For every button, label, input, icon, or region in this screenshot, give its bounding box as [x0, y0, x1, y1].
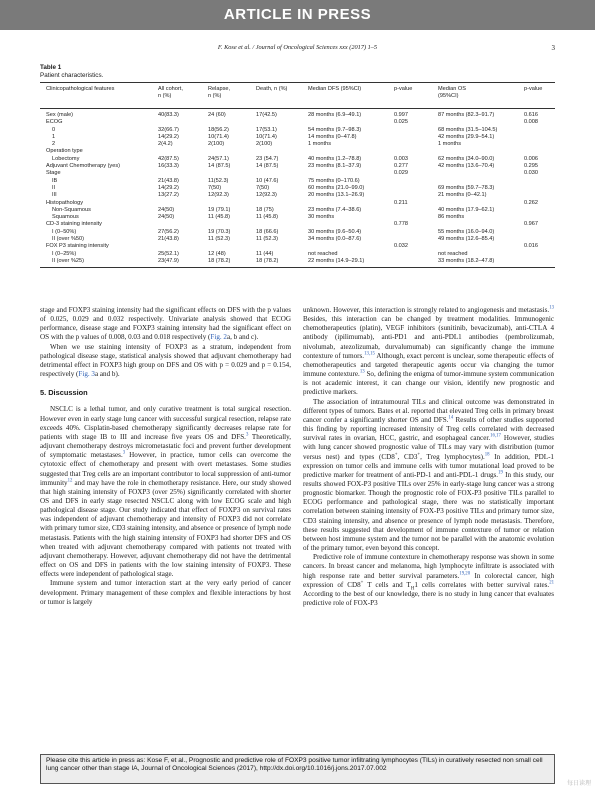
figure-link[interactable]: Fig. 3 [78, 370, 95, 379]
table-cell: 23 months (7.4–38.6) [308, 206, 362, 213]
table-cell: 0.616 [524, 112, 538, 118]
reference-link[interactable]: 3 [122, 450, 126, 456]
table-cell: 22 months (14.9–29.1) [308, 257, 365, 264]
table-row [40, 258, 555, 265]
table-cell: II [52, 184, 56, 191]
table-row [40, 243, 555, 250]
table-cell: 14(29.2) [158, 184, 179, 191]
table-cell: 1 months [308, 141, 332, 148]
header-cell: Death, n (%) [256, 86, 288, 92]
table-cell: 0.030 [524, 170, 538, 177]
table-cell: 0 [52, 126, 56, 133]
table-cell: 13(27.2) [158, 192, 179, 199]
table-row [40, 148, 555, 155]
table-caption: Patient characteristics. [40, 72, 104, 79]
right-text-column [303, 306, 554, 608]
table-bottom-rule [40, 267, 555, 268]
table-cell: 11(52.3) [208, 177, 229, 184]
table-cell: 62 months (34.0–90.0) [438, 155, 495, 162]
table-cell: 25(52.1) [158, 250, 179, 257]
table-cell: 0.003 [394, 155, 408, 162]
table-row [40, 178, 555, 185]
table-cell: 0.997 [394, 112, 408, 118]
table-cell: 11 (45.8) [208, 214, 230, 221]
table-cell: 0.029 [394, 170, 408, 177]
table-cell: 40 months (17.9–62.1) [438, 206, 495, 213]
table-cell: 87 months (82.3–91.7) [438, 112, 495, 118]
table-row [40, 156, 555, 163]
table-cell: not reached [438, 250, 468, 257]
table-cell: II (over %50) [52, 236, 85, 243]
table-row [40, 119, 555, 126]
table-cell: 11 (45.8) [256, 214, 278, 221]
paragraph: Immune system and tumor interaction start at the very early period of cancer development. Primary management of these complex and flexible interactions by host or tumor is largely [40, 579, 291, 606]
table-cell: 21 months (0–42.1) [438, 192, 487, 199]
reference-link[interactable]: 16,17 [490, 433, 501, 439]
table-row [40, 163, 555, 170]
table-cell: 0.025 [394, 119, 408, 126]
citation-text: Please cite this article in press as: Kose F, et al., Prognostic and predictive role of FOXP3 positive tumor infiltrating lymphocytes (TILs) in curatively resected non small cell lung cancer other than stage IA, Journal of Oncological Sciences (2017), http://dx.doi.org/10.1016/j.jons.2017.07.002 [46, 757, 543, 773]
table-row [40, 170, 555, 177]
reference-link[interactable]: 13 [549, 305, 554, 311]
table-cell: 60 months (21.0–99.0) [308, 184, 365, 191]
table-cell: 10(71.4) [256, 133, 277, 140]
table-cell: 12(92.3) [256, 192, 277, 199]
citation-notice-box [40, 754, 555, 784]
table-cell: 28 months (6.9–49.1) [308, 112, 362, 118]
paragraph: unknown. However, this interaction is strongly related to angiogenesis and metastasis.$^{13}$ Besides, this interaction can be changed by treatment modalities. Immunogenic chemotherapeutics (platin), VEGF inhibitors (sunitinib, bevacizumab), anti-CTLA 4 antibody (ipilimumab), anti-PD1 and anti-PDL1 antibodies (pembrolizumab, nivolumab, atezolizumab, durvalumumab) can significantly change the immune contexture of tumors.$^{13,15}$ Although, exact percent is unclear, some therapeutic effects of chemotherapeutics and targeted therapeutic agents occur via changing the tumor immune contexture.$^{13}$ So, defining the enigma of tumor-immune system communication is not academic interest, it can change our vision, identify new prognostic and predictive markers. [303, 305, 555, 397]
table-cell: 12(92.3) [208, 192, 229, 199]
table-cell: 0.032 [394, 243, 408, 250]
table-cell: 23(47.9) [158, 257, 179, 264]
table-cell: 24(57.1) [208, 155, 229, 162]
table-cell: 40 months (1.2–78.8) [308, 155, 362, 162]
header-cell: All cohort, n (%) [158, 86, 183, 100]
table-cell: 19 (79.1) [208, 206, 231, 213]
table-cell: CD-3 staining intensity [46, 221, 102, 228]
table-row [40, 200, 555, 207]
table-cell: 21(43.8) [158, 236, 179, 243]
table-cell: Lobectomy [52, 155, 80, 162]
page-number: 3 [551, 44, 555, 52]
table-row [40, 251, 555, 258]
reference-link[interactable]: 14 [448, 415, 454, 421]
table-cell: 33 months (18.2–47.8) [438, 257, 495, 264]
table-cell: 0.211 [394, 199, 408, 206]
reference-link[interactable]: 3 [245, 432, 249, 438]
table-cell: 27(56.2) [158, 228, 179, 235]
journal-citation: F. Kose et al. / Journal of Oncological Sciences xxx (2017) 1–5 [217, 44, 378, 51]
reference-link[interactable]: 19,20 [459, 571, 471, 577]
table-body [40, 112, 555, 265]
figure-link[interactable]: Fig. 2 [210, 333, 227, 342]
table-cell: II (over %25) [52, 257, 85, 264]
table-cell: 69 months (59.7–78.3) [438, 184, 495, 191]
table-cell: 34 months (0.0–87.6) [308, 236, 362, 243]
table-cell: 7(50) [256, 184, 270, 191]
table-cell: 10 (47.6) [256, 177, 279, 184]
table-cell: 20 months (13.1–26.9) [308, 192, 365, 199]
table-cell: 2(100) [256, 141, 273, 148]
table-cell: 42 months (13.6–70.4) [438, 163, 495, 170]
table-cell: 0.008 [524, 119, 538, 126]
table-cell: 30 months [308, 214, 335, 221]
reference-link[interactable]: 19 [498, 470, 503, 476]
table-row [40, 229, 555, 236]
table-cell: 86 months [438, 214, 465, 221]
table-cell: 40(83.3) [158, 112, 179, 118]
header-cell: p-value [394, 86, 413, 92]
table-cell: 55 months (16.0–94.0) [438, 228, 495, 235]
table-cell: 14 months (0–47.8) [308, 133, 357, 140]
table-cell: 32(66.7) [158, 126, 179, 133]
table-cell: 0.967 [524, 221, 538, 228]
table-cell: 42(87.5) [158, 155, 179, 162]
table-row [40, 207, 555, 214]
reference-link[interactable]: 18 [484, 452, 490, 458]
table-row [40, 127, 555, 134]
table-cell: 17(42.5) [256, 112, 277, 118]
reference-link[interactable]: 13,15 [364, 351, 375, 357]
table-cell: 14(29.2) [158, 133, 179, 140]
table-cell: 14 (87.5) [256, 163, 279, 170]
table-cell: 42 months (29.9–54.1) [438, 133, 495, 140]
header-cell: Median OS (95%CI) [438, 86, 466, 100]
table-cell: 23 months (8.1–37.9) [308, 163, 362, 170]
table-cell: 54 months (9.7–98.3) [308, 126, 362, 133]
table-header-rule [40, 108, 555, 109]
table-cell: 2(4.2) [158, 141, 173, 148]
table-cell: 49 months (12.6–85.4) [438, 236, 495, 243]
table-cell: 0.295 [524, 163, 538, 170]
table-cell: 0.277 [394, 163, 408, 170]
table-cell: 24(50) [158, 206, 175, 213]
table-cell: 14 (87.5) [208, 163, 231, 170]
section-heading: 5. Discussion [40, 388, 88, 398]
table-cell: 18 (75) [256, 206, 274, 213]
table-cell: 0.016 [524, 243, 538, 250]
reference-link[interactable]: 12 [67, 478, 73, 484]
table-cell: 10(71.4) [208, 133, 229, 140]
table-cell: 7(50) [208, 184, 222, 191]
table-cell: 18 (78.2) [208, 257, 231, 264]
table-cell: Squamous [52, 214, 79, 221]
table-cell: 12 (48) [208, 250, 226, 257]
table-row [40, 134, 555, 141]
table-cell: 68 months (31.5–104.5) [438, 126, 498, 133]
table-cell: 0.778 [394, 221, 408, 228]
table-row [40, 192, 555, 199]
table-cell: IB [52, 177, 58, 184]
table-cell: I (0–50%) [52, 228, 77, 235]
table-cell: 0.006 [524, 155, 538, 162]
table-cell: 30 months (9.6–50.4) [308, 228, 362, 235]
article-in-press-banner: ARTICLE IN PRESS [0, 0, 595, 30]
running-head [40, 44, 555, 56]
reference-link[interactable]: 21 [549, 580, 554, 586]
watermark-text: 每日读理 [566, 780, 591, 787]
table-row [40, 214, 555, 221]
table-cell: 75 months (0–170.6) [308, 177, 360, 184]
table-cell: 0.262 [524, 199, 538, 206]
header-cell: Clinicopathological features [46, 86, 115, 92]
table-cell: III [52, 192, 57, 199]
table-cell: 19 (70.3) [208, 228, 231, 235]
table-row [40, 221, 555, 228]
table-cell: not reached [308, 250, 338, 257]
table-cell: Histopathology [46, 199, 84, 206]
table-cell: Non-Squamous [52, 206, 91, 213]
table-cell: 17(53.1) [256, 126, 277, 133]
table-row [40, 236, 555, 243]
table-row [40, 112, 555, 119]
table-label: Table 1 [40, 64, 62, 71]
left-text-column [40, 306, 291, 607]
table-cell: Stage [46, 170, 61, 177]
table-cell: 21(43.8) [158, 177, 179, 184]
reference-link[interactable]: 13 [359, 369, 365, 375]
paragraph: The association of intratumoural TILs and clinical outcome was demonstrated in different types of tumors. Bates et al. reported that elevated Treg cells in primary breast cancer confer a significantly shorter OS and DFS.$^{14}$ Results of other studies supported this finding by reporting increased intensity of Treg cells correlated with decreased survival rates in ovarian, HCC, gastric, and esophageal cancer.$^{16,17}$ However, studies with lung cancer showed prognostic value of TILs may vary with distribution (tumor versus nest) and types (CD8+, CD3+, Treg lymphocytes).$^{18}$ In addition, PDL-1 expression on tumor cells and immune cells with tumor mutational load proved to be predictive marker for treatment of anti-PD-1 and anti-PDL-1 drugs.$^{19}$ In this study, our results showed FOX-P3 positive TILs over 25% in early-stage lung cancer was a strong prognostic biomarker. Though the prognostic role of FOX-P3 positive TILs parallel to ECOG performance and pathological stage, there was no statistically important correlation between staining intensity of FOX-P3 positive TILs and primary tumor size, CD3 staining intensity, and absence or presence of lymph node metastasis. Therefore, these results suggested that development of immune contexture of tumor or relation between host immune system and the tumor not be parallel with the anatomic evolution of the primary tumor, even beyond this concept. [303, 397, 554, 553]
table-cell: 24(50) [158, 214, 175, 221]
table-cell: Operation type [46, 148, 83, 155]
table-cell: I (0–25%) [52, 250, 77, 257]
table-cell: 2(100) [208, 141, 225, 148]
table-top-rule [40, 82, 555, 83]
table-cell: 18 (66.6) [256, 228, 279, 235]
header-cell: Median DFS (95%CI) [308, 86, 362, 92]
table-cell: 24 (60) [208, 112, 226, 118]
table-row [40, 185, 555, 192]
table-cell: 18(56.2) [208, 126, 229, 133]
paragraph: When we use staining intensity of FOXP3 as a stratum, independent from pathological disease stage, statistical analysis showed that adjuvant chemotherapy had detrimental effect in FOXP3 high group on DFS and OS with p = 0.029 and p = 0.154, respectively (Fig. 3a and b). [40, 342, 291, 379]
table-cell: 2 [52, 141, 56, 148]
header-cell: Relapse, n (%) [208, 86, 231, 100]
table-cell: FOX P3 staining intensity [46, 243, 109, 250]
table-cell: 1 months [438, 141, 462, 148]
table-cell: 11 (52.3) [256, 236, 278, 243]
header-cell: p-value [524, 86, 543, 92]
table-cell: 11 (44) [256, 250, 274, 257]
paragraph: stage and FOXP3 staining intensity had the significant effects on DFS with the p values of 0.025, 0.029 and 0.032 respectively. Univariate analysis showed that ECOG performance, disease stage and FOXP3 staining intensity had the significant effect on OS with the p values of 0.008, 0.03 and 0.018 respectively (Fig. 2a, b and c). [40, 306, 291, 342]
paragraph: NSCLC is a lethal tumor, and only curative treatment is total surgical resection. However even in early stage lung cancer with successful surgical resection, relapse rate exceeds 40%. Cisplatin-based chemotherapy significantly decreases relapse rate for patients with stage IB to III and increase five years OS and DFS.$^3$ Theoretically, adjuvant chemotherapy destroys micrometastatic foci and prevent further development of symptomatic metastases.$^3$ However, in practice, tumor cells can overcome the cytotoxic effect of chemotherapy and present with overt metastases. Some studies suggested that Treg cells are an important contributor to local suppression of anti-tumor immunity$^{12}$ and may have the role in chemotherapy resistance. Here, our study showed that high staining intensity of FOXP3 (over 25%) significantly correlated with shorter OS and DFS in early stage resected NSCLC along with low ECOG scale and high pathological disease stage. Our study indicated that effect of FOXP3 on survival rates was independent of adjuvant chemotherapy and intensity of FOXP3 did not correlate with primary tumor size, CD3 staining intensity, and absence or presence of lymph node metastasis. Patients with the high staining intensity of FOXP3 had shorter DFS and OS when treated with adjuvant chemotherapy compared with patients not treated with adjuvant chemotherapy. However, adjuvant chemotherapy did not have the detrimental effect on OS and DFS in patients with the low staining intensity of FOXP3. These effects were independent of pathological stage. [40, 405, 291, 579]
table-header [40, 86, 555, 108]
table-cell: 16(33.3) [158, 163, 179, 170]
table-cell: 18 (78.2) [256, 257, 279, 264]
paragraph: Predictive role of immune contexture in chemotherapy response was shown in some cancers. In breast cancer and melanoma, high lymphocyte infiltrate is associated with high response rate and better survival parameters.$^{19,20}$ In colorectal cancer, high expression of CD8+ T cells and $T_H1$ cells correlates with better survival rates.$^{21}$ According to the best of our knowledge, there is no study in lung cancer that evaluates predictive role of FOX-P3 [303, 553, 554, 607]
table-cell: ECOG [46, 119, 63, 126]
table-row [40, 141, 555, 148]
table-cell: Sex (male) [46, 112, 74, 118]
table-cell: 1 [52, 133, 56, 140]
table-cell: 11 (52.3) [208, 236, 230, 243]
table-cell: Adjuvant Chemotherapy (yes) [46, 163, 120, 170]
table-cell: 23 (54.7) [256, 155, 279, 162]
